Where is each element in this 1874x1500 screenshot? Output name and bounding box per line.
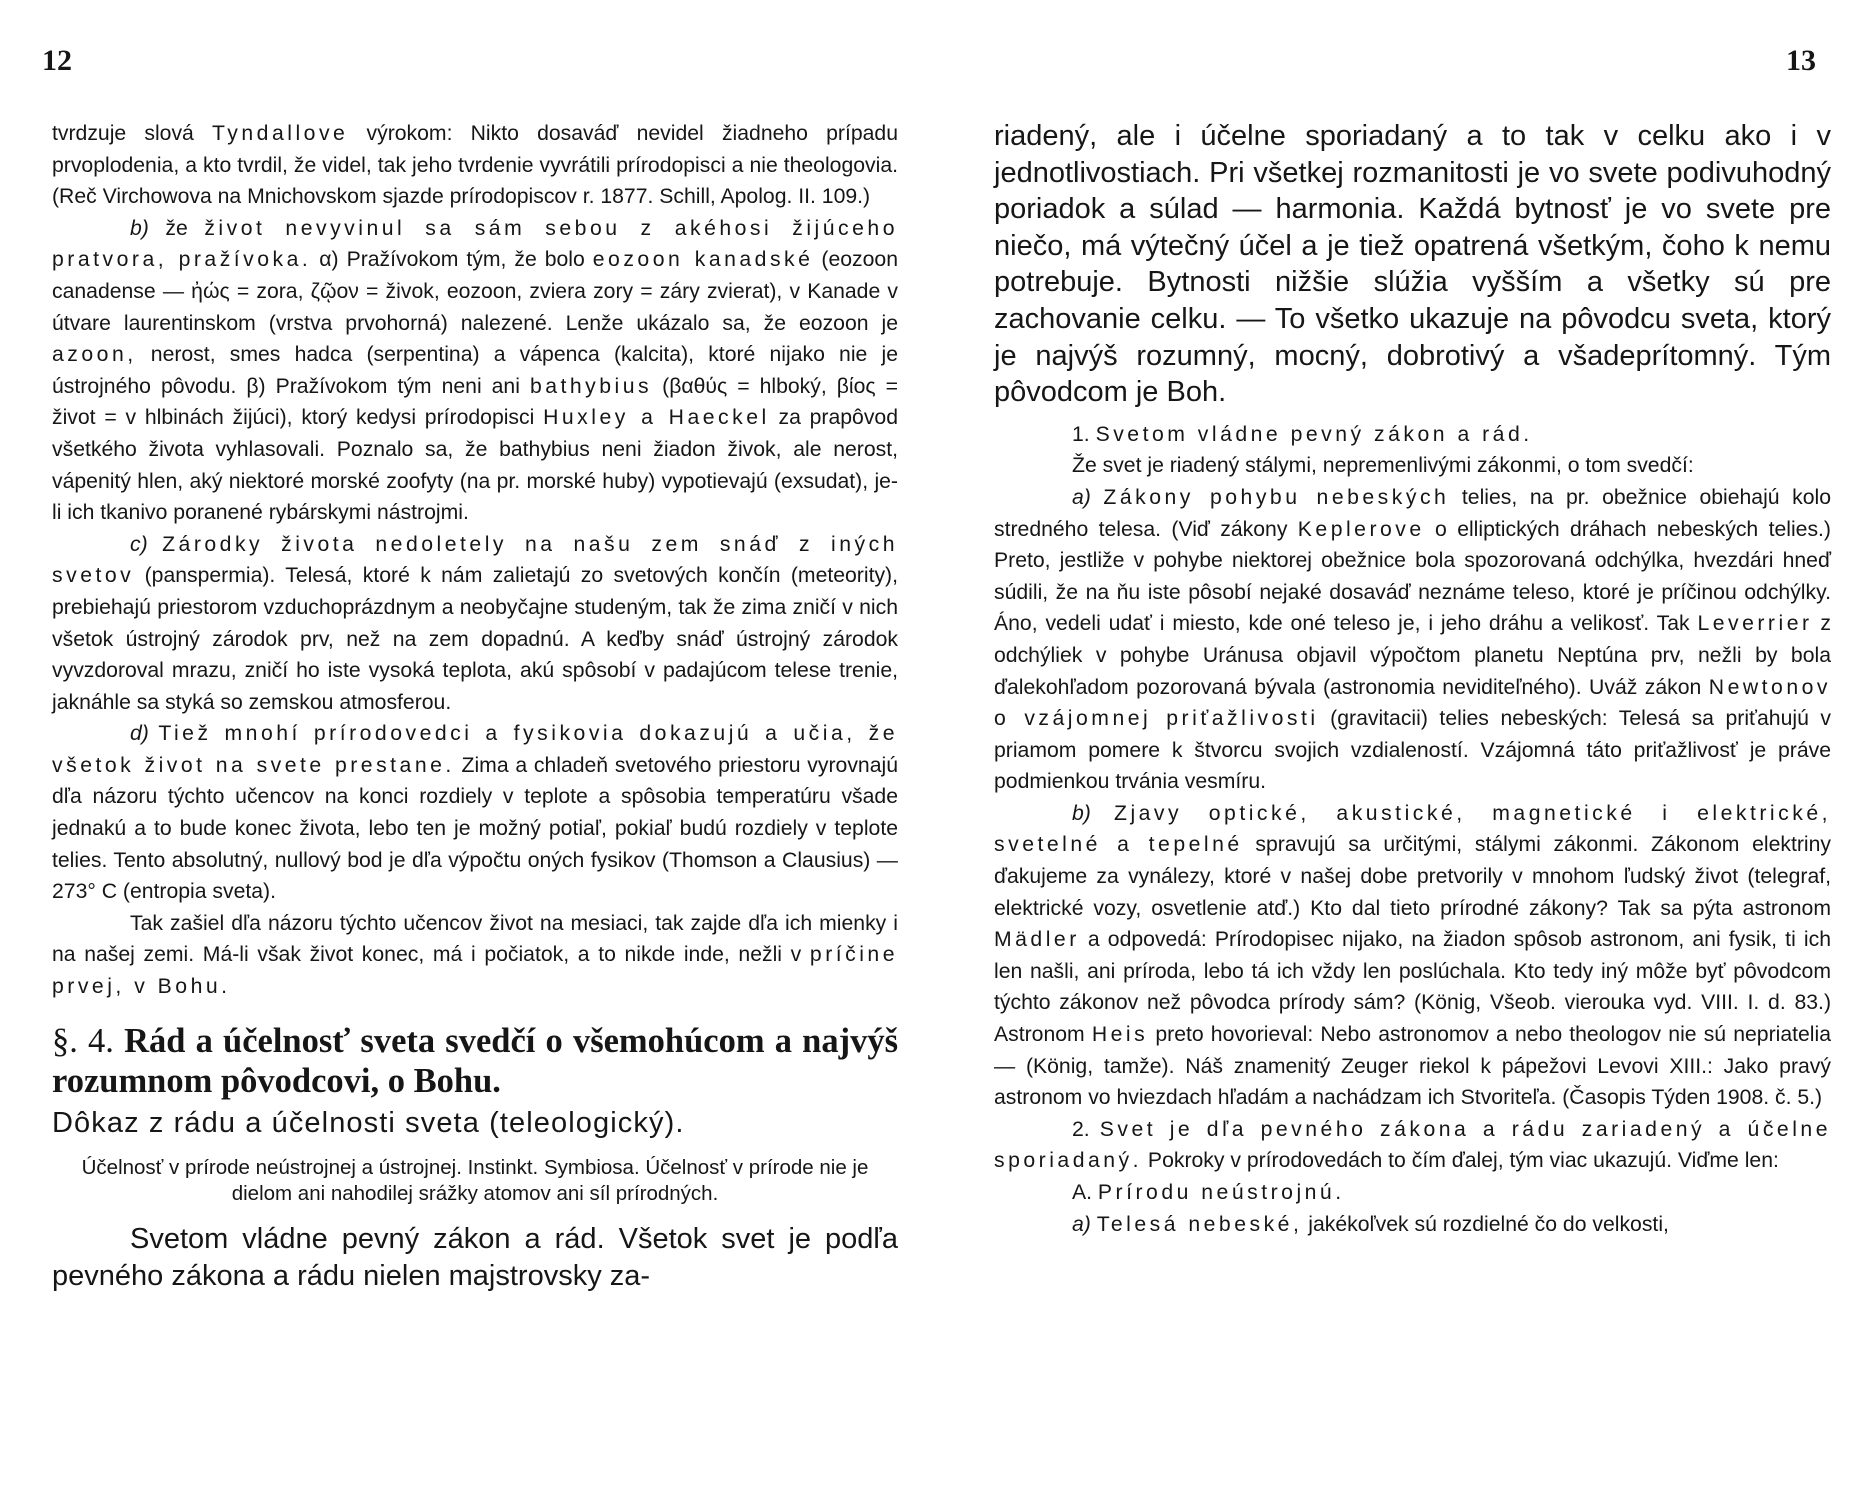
text-segment: že — [148, 216, 205, 240]
text-segment: Zjavy optické, akustické, magnetické i elektrické, svetelné a tepelné — [994, 801, 1831, 857]
text-segment: preto hovorieval: Nebo astronomov a nebo theologov nie sú nepriatelia — (König, tamže). Náš znamenitý Zeuger riekol k pápežovi Levovi XIII.: Jako pravý astronom vo hviezdach hľadám a nachádzam ich Stvoriteľa. (Časopis Týden 1908. č. 5.) — [994, 1023, 1831, 1110]
text-segment: príčine prvej, v Bohu. — [52, 943, 898, 999]
text-segment: Huxley a Haeckel — [543, 406, 770, 430]
text-segment: b) — [130, 216, 149, 240]
section-title: Rád a účelnosť sveta svedčí o všemohúcom a najvýš rozumnom pôvodcovi, o Bohu. — [52, 1021, 899, 1100]
subheading-a — [994, 1177, 1831, 1209]
text-segment: 1. — [1072, 422, 1096, 446]
text-segment — [148, 533, 162, 556]
page-number-left: 12 — [42, 44, 72, 77]
paragraph — [994, 1209, 1831, 1241]
text-segment: Tyndallove — [212, 122, 349, 145]
text-segment: spravujú sa určitými, stálymi zákonmi. Zákonom elektriny ďakujeme za vynálezy, ktoré v našej dobe pretvorily v mnohom ľudský život (telegraf, elektrické vozy, osvetlenie atď.) Kto dal tieto prírodné zákony? Tak sa pýta astronom — [994, 833, 1832, 920]
paragraph — [994, 450, 1831, 482]
text-segment: Keplerove — [1297, 517, 1425, 541]
text-segment: tvrdzuje slová — [52, 122, 213, 145]
text-segment: (eozoon canadense — ἠώς = zora, ζῷον = živok, eozoon, zviera zory = záry zvierat), v Kanade v útvare laurentinskom (vrstva prvohorná) nalezené. Lenže ukázalo sa, že eozoon je — [52, 248, 898, 335]
text-segment: z odchýliek v pohybe Uránusa objavil výpočtom planetu Neptúna prv, nežli by bola ďalekohľadom pozorovaná bývala (astronomia neviditeľného). Uváž zákon — [994, 612, 1831, 699]
text-segment: bathybius — [529, 374, 653, 398]
section-subtitle: Dôkaz z rádu a účelnosti sveta (teleologický). — [52, 1106, 685, 1139]
text-segment: α) Pražívokom tým, že bolo — [311, 248, 593, 272]
paragraph — [52, 718, 898, 908]
text-segment: jakékoľvek sú rozdielné čo do velkosti, — [1302, 1212, 1669, 1236]
paragraph — [52, 213, 898, 529]
text-segment: (βαθύς = hlboký, βίος = život = v hlbinách žijúci), ktorý kedysi prírodopisci — [52, 374, 898, 430]
text-segment: o elliptických dráhach nebeských telies.) Preto, jestliže v pohybe niektorej obežnice bola spozorovaná odchýlka, hvezdári hneď súdili, že na ňu iste pôsobí nejaké dosaváď neznáme teleso, ktoré je príčinou odchýlky. Áno, vedeli udať i miesto, kde oné teleso je, i jeho dráhu a velikosť. Tak — [994, 517, 1831, 636]
text-segment: Zákony pohybu nebeských — [1103, 485, 1450, 509]
text-segment: Newtonov o vzájomnej priťažlivosti — [994, 675, 1831, 731]
text-segment: Pokroky v prírodovedách to čím ďalej, tým viac ukazujú. Viďme len: — [1142, 1149, 1779, 1173]
page-number-right: 13 — [1786, 44, 1816, 77]
text-segment: Svet je dľa pevného zákona a rádu zariadený a účelne sporiadaný. — [994, 1117, 1831, 1173]
text-segment: Leverrier — [1697, 612, 1813, 636]
text-segment: za prapôvod všetkého života vyhlasovali. Poznalo sa, že bathybius neni žiadon živok, ale nerost, vápenitý hlen, aký niektoré morské zoofyty (na pr. morské huby) vypotievajú (exsudat), je-li ich tkanivo poranené rybárskymi nástrojmi. — [52, 406, 898, 525]
right-page-column — [994, 118, 1831, 1240]
paragraph — [994, 482, 1831, 798]
text-segment: Že svet je riadený stálymi, nepremenlivými zákonmi, o tom svedčí: — [1072, 454, 1694, 478]
text-segment: eozoon kanadské — [592, 248, 814, 272]
left-page-column — [52, 118, 898, 1296]
paragraph — [52, 529, 898, 719]
text-segment: Mädler — [994, 928, 1080, 952]
text-segment — [1091, 486, 1104, 509]
section-summary: Účelnosť v prírode neústrojnej a ústrojnej. Instinkt. Symbiosa. Účelnosť v prírode nie je dielom ani nahodilej srážky atomov ani síl prírodných. — [81, 1155, 869, 1205]
text-segment: Tiež mnohí prírodovedci a fysikovia dokazujú a učia, že všetok život na svete prestane. — [52, 722, 898, 777]
subheading-1 — [994, 419, 1831, 451]
section-intro-text: Svetom vládne pevný zákon a rád. Všetok svet je podľa pevného zákona a rádu nielen majstrovsky za- — [52, 1222, 898, 1293]
text-segment: Prírodu neústrojnú. — [1097, 1181, 1345, 1204]
text-segment: Zárodky života nedoletely na našu zem snáď z iných svetov — [52, 532, 898, 588]
text-segment: Tak zašiel dľa názoru týchto učencov život na mesiaci, tak zajde dľa ich mienky i na našej zemi. Má-li však život konec, má i počiatok, a to nikde inde, nežli v — [52, 911, 898, 967]
text-segment: Heis — [1091, 1023, 1149, 1047]
text-segment — [1091, 802, 1114, 825]
text-segment: (panspermia). Telesá, ktoré k nám zalietajú zo svetových končín (meteority), prebiehajú priestorom vzduchoprázdnym a neobyčajne studeným, tak že zima zničí v nich všetok ústrojný zárodok prv, než na zem dopadnú. A keďby snáď ústrojný zárodok vyvzdoroval mrazu, zničí ho iste vysoká teplota, akú spôsobí v padajúcom telese trenie, jaknáhle sa styká so zemskou atmosferou. — [52, 564, 898, 714]
text-segment — [149, 722, 158, 745]
text-segment: Svetom vládne pevný zákon a rád. — [1095, 422, 1533, 446]
text-segment: a odpovedá: Prírodopisec nijako, na žiadon spôsob astronom, ani fysik, ti ich len našli, ani príroda, lebo tá ich vždy len poslúchala. Kto tedy iný môže byť pôvodcom týchto zákonov než pôvodca prírody sám? (König, Všeob. vierouka vyd. VIII. I. d. 83.) Astronom — [994, 928, 1831, 1047]
text-segment: Zima a chladeň svetového priestoru vyrovnajú dľa názoru týchto učencov na konci rozdiely v teplote a spôsobia temperatúru všade jednakú a to bude konec života, lebo ten je možný potiaľ, pokiaľ budú rozdiely v teplote telies. Tento absolutný, nullový bod je dľa výpočtu oných fysikov (Thomson a Clausius) — 273° C (entropia sveta). — [52, 753, 898, 904]
text-segment: telies, na pr. obežnice obiehajú kolo stredného telesa. (Viď zákony — [994, 485, 1832, 541]
text-segment: Telesá nebeské, — [1096, 1212, 1303, 1236]
text-segment: A. — [1072, 1181, 1098, 1204]
text-segment: (gravitacii) telies nebeských: Telesá sa priťahujú v priamom pomere k štvorcu svojich vzdialeností. Vzájomná táto priťažlivosť je práve podmienkou trvánia vesmíru. — [994, 707, 1831, 794]
section-number: §. 4. — [52, 1021, 114, 1060]
text-segment: c) — [130, 532, 148, 556]
text-segment: d) — [130, 722, 149, 746]
text-segment: b) — [1072, 801, 1091, 825]
section-heading — [52, 1021, 898, 1101]
paragraph — [994, 1114, 1831, 1177]
section-intro — [52, 1221, 898, 1296]
paragraph — [994, 798, 1831, 1114]
text-segment: a) — [1072, 485, 1091, 509]
lead-paragraph: riadený, ale i účelne sporiadaný a to tak v celku ako i v jednotlivostiach. Pri všetkej rozmanitosti je vo svete podivuhodný poriadok a súlad — harmonia. Každá bytnosť je vo svete pre niečo, má výtečný účel a je tiež opatrená všetkým, čoho k nemu potrebuje. Bytnosti nižšie slúžia vyšším a všetky sú pre zachovanie celku. — To všetko ukazuje na pôvodcu sveta, ktorý je najvýš rozumný, mocný, dobrotivý a všadeprítomný. Tým pôvodcom je Boh. — [994, 120, 1831, 409]
text-segment: výrokom: Nikto dosaváď nevidel žiadneho prípadu prvoplodenia, a kto tvrdil, že videl, tak jeho tvrdenie vyvrátili prírodopisci a nie theologovia. (Reč Virchowova na Mnichovskom sjazde prírodopiscov r. 1877. Schill, Apolog. II. 109.) — [52, 122, 898, 209]
paragraph — [52, 908, 898, 1003]
text-segment: život nevyvinul sa sám sebou z akéhosi žijúceho pratvora, pražívoka. — [52, 216, 898, 272]
text-segment: azoon, — [52, 343, 137, 367]
text-segment: nerost, smes hadca (serpentina) a vápenca (kalcita), ktoré nijako nie je ústrojného pôvodu. β) Pražívokom tým neni ani — [52, 343, 898, 398]
paragraph — [52, 118, 898, 213]
text-segment: a) — [1072, 1212, 1091, 1236]
text-segment: 2. — [1072, 1117, 1100, 1141]
